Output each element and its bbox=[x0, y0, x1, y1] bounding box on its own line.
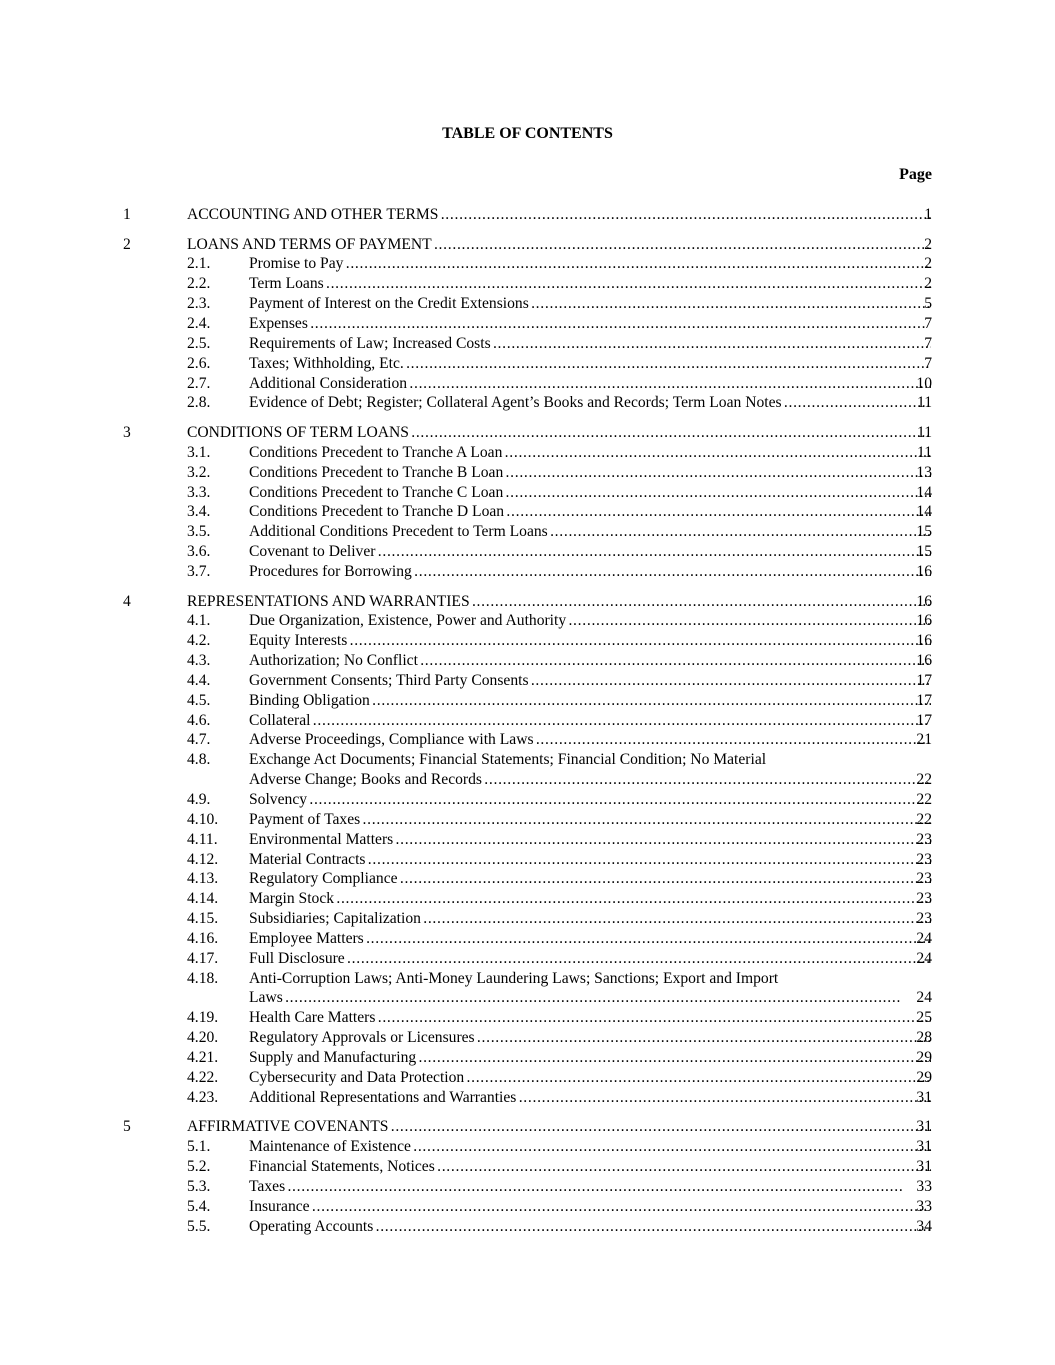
toc-entry-number: 3.6. bbox=[187, 543, 211, 561]
toc-subsection-row[interactable] bbox=[0, 929, 1055, 949]
toc-subsection-row[interactable] bbox=[0, 631, 1055, 651]
toc-entry-page: 16 bbox=[916, 632, 932, 650]
toc-entry-title[interactable]: Health Care Matters . . . bbox=[249, 1008, 931, 1028]
toc-entry-title[interactable]: Taxes; Withholding, Etc. . . . bbox=[249, 354, 931, 374]
toc-entry-number: 4.13. bbox=[187, 870, 219, 888]
toc-entry-page: 2 bbox=[924, 235, 932, 253]
toc-subsection-row[interactable] bbox=[0, 969, 1055, 989]
toc-entry-number: 4.15. bbox=[187, 910, 219, 928]
toc-entry-title[interactable]: Payment of Interest on the Credit Extensions . . . bbox=[249, 294, 931, 314]
toc-entry-title[interactable]: Employee Matters . . . bbox=[249, 929, 931, 949]
toc-subsection-row[interactable] bbox=[0, 711, 1055, 731]
toc-subsection-row[interactable] bbox=[0, 354, 1055, 374]
toc-entry-title[interactable]: Covenant to Deliver . . . bbox=[249, 542, 931, 562]
toc-section-row[interactable] bbox=[0, 205, 1055, 225]
toc-entry-title[interactable]: Subsidiaries; Capitalization . . . bbox=[249, 909, 931, 929]
toc-subsection-row[interactable] bbox=[0, 562, 1055, 582]
toc-subsection-row[interactable] bbox=[0, 869, 1055, 889]
toc-entry-number: 2.3. bbox=[187, 295, 211, 313]
toc-entry-page: 22 bbox=[916, 791, 932, 809]
toc-subsection-row[interactable] bbox=[0, 651, 1055, 671]
toc-entry-title[interactable]: Operating Accounts . . . bbox=[249, 1217, 931, 1237]
toc-entry-page: 11 bbox=[916, 443, 932, 461]
toc-entry-number: 3.7. bbox=[187, 562, 211, 580]
toc-entry-page: 31 bbox=[916, 1088, 932, 1106]
toc-entry-number: 4.10. bbox=[187, 810, 219, 828]
toc-subsection-row[interactable] bbox=[0, 889, 1055, 909]
toc-subsection-row[interactable] bbox=[0, 1048, 1055, 1068]
toc-entry-page: 22 bbox=[916, 810, 932, 828]
toc-entry-page: 22 bbox=[916, 771, 932, 789]
toc-subsection-row[interactable] bbox=[0, 1177, 1055, 1197]
toc-subsection-row[interactable] bbox=[0, 483, 1055, 503]
toc-entry-page: 11 bbox=[916, 424, 932, 442]
toc-entry-title[interactable]: Requirements of Law; Increased Costs . . . bbox=[249, 334, 931, 354]
toc-entry-title[interactable]: Collateral . . . bbox=[249, 711, 931, 731]
toc-subsection-row[interactable] bbox=[0, 611, 1055, 631]
toc-entry-page: 16 bbox=[916, 562, 932, 580]
toc-subsection-row[interactable] bbox=[0, 770, 1055, 790]
toc-entry-page: 7 bbox=[924, 315, 932, 333]
toc-entry-title[interactable]: CONDITIONS OF TERM LOANS . . . bbox=[187, 423, 931, 443]
toc-entry-title[interactable]: Conditions Precedent to Tranche A Loan . . . bbox=[249, 443, 931, 463]
toc-entry-title[interactable]: Exchange Act Documents; Financial Statements; Financial Condition; No Material bbox=[249, 751, 767, 769]
toc-entry-title[interactable]: ACCOUNTING AND OTHER TERMS . . . bbox=[187, 205, 931, 225]
toc-entry-title[interactable]: Additional Conditions Precedent to Term Loans . . . bbox=[249, 522, 931, 542]
toc-entry-page: 5 bbox=[924, 295, 932, 313]
toc-entry-number: 4.23. bbox=[187, 1088, 219, 1106]
toc-entry-title[interactable]: Authorization; No Conflict . . . bbox=[249, 651, 931, 671]
toc-title: TABLE OF CONTENTS bbox=[442, 125, 613, 142]
toc-entry-page: 21 bbox=[916, 731, 932, 749]
toc-entry-number: 4.1. bbox=[187, 612, 211, 630]
toc-subsection-row[interactable] bbox=[0, 463, 1055, 483]
toc-subsection-row[interactable] bbox=[0, 443, 1055, 463]
toc-entry-page: 23 bbox=[916, 870, 932, 888]
toc-entry-number: 3.5. bbox=[187, 523, 211, 541]
toc-subsection-row[interactable] bbox=[0, 334, 1055, 354]
toc-entry-page: 23 bbox=[916, 910, 932, 928]
toc-entry-number: 4.21. bbox=[187, 1048, 219, 1066]
toc-entry-title[interactable]: Additional Consideration . . . bbox=[249, 374, 931, 394]
toc-subsection-row[interactable] bbox=[0, 1137, 1055, 1157]
toc-subsection-row[interactable] bbox=[0, 750, 1055, 770]
toc-entry-title[interactable]: Taxes . . . bbox=[249, 1177, 931, 1197]
toc-entry-number: 4.6. bbox=[187, 711, 211, 729]
toc-entry-title[interactable]: Equity Interests . . . bbox=[249, 631, 931, 651]
toc-subsection-row[interactable] bbox=[0, 294, 1055, 314]
toc-subsection-row[interactable] bbox=[0, 790, 1055, 810]
toc-entry-page: 10 bbox=[916, 374, 932, 392]
toc-entry-number: 4.18. bbox=[187, 969, 219, 987]
toc-subsection-row[interactable] bbox=[0, 909, 1055, 929]
toc-entry-number: 5.1. bbox=[187, 1138, 211, 1156]
toc-entry-number: 3 bbox=[123, 424, 131, 442]
toc-entry-title[interactable]: Procedures for Borrowing . . . bbox=[249, 562, 931, 582]
page-column-header: Page bbox=[899, 166, 932, 183]
toc-entry-title[interactable]: Term Loans . . . bbox=[249, 274, 931, 294]
toc-entry-number: 4.5. bbox=[187, 691, 211, 709]
toc-entry-title[interactable]: Anti-Corruption Laws; Anti-Money Laundering Laws; Sanctions; Export and Import bbox=[249, 969, 779, 987]
toc-entry-number: 5.3. bbox=[187, 1177, 211, 1195]
toc-entry-page: 16 bbox=[916, 612, 932, 630]
toc-entry-page: 2 bbox=[924, 275, 932, 293]
toc-entry-number: 4.11. bbox=[187, 830, 218, 848]
toc-entry-page: 1 bbox=[924, 206, 932, 223]
toc-entry-page: 15 bbox=[916, 523, 932, 541]
toc-entry-title[interactable]: Promise to Pay . . . bbox=[249, 254, 931, 274]
toc-entry-number: 3.2. bbox=[187, 463, 211, 481]
toc-entry-page: 24 bbox=[916, 949, 932, 967]
toc-entry-page: 24 bbox=[916, 989, 932, 1007]
toc-entry-page: 17 bbox=[916, 711, 932, 729]
toc-entry-page: 28 bbox=[916, 1029, 932, 1047]
toc-entry-number: 2.8. bbox=[187, 394, 211, 412]
toc-entry-title[interactable]: Binding Obligation . . . bbox=[249, 691, 931, 711]
toc-entry-title[interactable]: Conditions Precedent to Tranche B Loan . . . bbox=[249, 463, 931, 483]
toc-subsection-row[interactable] bbox=[0, 671, 1055, 691]
toc-entry-number: 4.14. bbox=[187, 890, 219, 908]
toc-entry-number: 4.3. bbox=[187, 652, 211, 670]
toc-entry-title[interactable]: Adverse Change; Books and Records . . . bbox=[249, 770, 931, 790]
toc-entry-page: 11 bbox=[916, 394, 932, 412]
toc-entry-number: 4.2. bbox=[187, 632, 211, 650]
toc-entry-title[interactable]: Margin Stock . . . bbox=[249, 889, 931, 909]
toc-entry-title[interactable]: Cybersecurity and Data Protection . . . bbox=[249, 1068, 931, 1088]
toc-entry-title[interactable]: Regulatory Compliance . . . bbox=[249, 869, 931, 889]
toc-entry-title[interactable]: Financial Statements, Notices . . . bbox=[249, 1157, 931, 1177]
toc-entry-title[interactable]: Government Consents; Third Party Consents . . . bbox=[249, 671, 931, 691]
toc-entry-page: 33 bbox=[916, 1197, 932, 1215]
toc-entry-title[interactable]: Conditions Precedent to Tranche D Loan . . . bbox=[249, 502, 931, 522]
toc-entry-title[interactable]: Due Organization, Existence, Power and Authority . . . bbox=[249, 611, 931, 631]
toc-section-row[interactable] bbox=[0, 1117, 1055, 1137]
toc-subsection-row[interactable] bbox=[0, 988, 1055, 1008]
toc-section-row[interactable] bbox=[0, 235, 1055, 255]
toc-entry-number: 2 bbox=[123, 235, 131, 253]
toc-entry-number: 4.16. bbox=[187, 929, 219, 947]
toc-entry-page: 2 bbox=[924, 255, 932, 273]
toc-entry-number: 1 bbox=[123, 206, 131, 223]
toc-entry-page: 7 bbox=[924, 354, 932, 372]
toc-entry-number: 4.4. bbox=[187, 671, 211, 689]
toc-entry-number: 3.4. bbox=[187, 503, 211, 521]
toc-subsection-row[interactable] bbox=[0, 254, 1055, 274]
toc-entry-number: 4.17. bbox=[187, 949, 219, 967]
toc-entry-page: 23 bbox=[916, 830, 932, 848]
toc-entry-title[interactable]: REPRESENTATIONS AND WARRANTIES . . . bbox=[187, 592, 931, 612]
toc-entry-page: 29 bbox=[916, 1048, 932, 1066]
toc-entry-page: 23 bbox=[916, 850, 932, 868]
toc-list bbox=[0, 205, 1055, 1236]
toc-entry-title[interactable]: Additional Representations and Warranties . . . bbox=[249, 1088, 931, 1108]
toc-entry-title[interactable]: Payment of Taxes . . . bbox=[249, 810, 931, 830]
toc-entry-title[interactable]: Adverse Proceedings, Compliance with Laws . . . bbox=[249, 730, 931, 750]
toc-entry-number: 2.6. bbox=[187, 354, 211, 372]
toc-subsection-row[interactable] bbox=[0, 502, 1055, 522]
toc-entry-title[interactable]: Environmental Matters . . . bbox=[249, 830, 931, 850]
toc-entry-number: 4.19. bbox=[187, 1009, 219, 1027]
toc-entry-title[interactable]: Insurance . . . bbox=[249, 1197, 931, 1217]
toc-entry-title[interactable]: Conditions Precedent to Tranche C Loan . . . bbox=[249, 483, 931, 503]
toc-entry-title[interactable]: Maintenance of Existence . . . bbox=[249, 1137, 931, 1157]
toc-entry-page: 15 bbox=[916, 543, 932, 561]
toc-subsection-row[interactable] bbox=[0, 1028, 1055, 1048]
toc-entry-title[interactable]: Solvency . . . bbox=[249, 790, 931, 810]
toc-entry-number: 3.1. bbox=[187, 443, 211, 461]
toc-entry-page: 31 bbox=[916, 1118, 932, 1136]
toc-subsection-row[interactable] bbox=[0, 274, 1055, 294]
toc-entry-page: 16 bbox=[916, 652, 932, 670]
toc-entry-number: 4.8. bbox=[187, 751, 211, 769]
toc-section-row[interactable] bbox=[0, 592, 1055, 612]
toc-entry-number: 4.22. bbox=[187, 1068, 219, 1086]
toc-subsection-row[interactable] bbox=[0, 810, 1055, 830]
toc-entry-title[interactable]: Regulatory Approvals or Licensures . . . bbox=[249, 1028, 931, 1048]
toc-entry-page: 31 bbox=[916, 1158, 932, 1175]
toc-entry-number: 2.7. bbox=[187, 374, 211, 392]
toc-subsection-row[interactable] bbox=[0, 542, 1055, 562]
toc-entry-page: 7 bbox=[924, 334, 932, 352]
toc-entry-title[interactable]: Full Disclosure . . . bbox=[249, 949, 931, 969]
toc-entry-number: 5.2. bbox=[187, 1158, 211, 1175]
toc-subsection-row[interactable] bbox=[0, 393, 1055, 413]
toc-entry-title[interactable]: AFFIRMATIVE COVENANTS . . . bbox=[187, 1117, 931, 1137]
toc-entry-title[interactable]: Laws . . . bbox=[249, 988, 931, 1008]
toc-entry-number: 5 bbox=[123, 1118, 131, 1136]
toc-entry-number: 2.1. bbox=[187, 255, 211, 273]
toc-entry-number: 4.9. bbox=[187, 791, 211, 809]
toc-subsection-row[interactable] bbox=[0, 1217, 1055, 1237]
toc-entry-number: 4.20. bbox=[187, 1029, 219, 1047]
toc-entry-number: 4.12. bbox=[187, 850, 219, 868]
toc-entry-number: 4 bbox=[123, 592, 131, 610]
toc-entry-page: 23 bbox=[916, 890, 932, 908]
toc-entry-page: 17 bbox=[916, 691, 932, 709]
toc-entry-page: 34 bbox=[916, 1217, 932, 1235]
toc-subsection-row[interactable] bbox=[0, 1008, 1055, 1028]
toc-subsection-row[interactable] bbox=[0, 522, 1055, 542]
toc-subsection-row[interactable] bbox=[0, 374, 1055, 394]
toc-entry-page: 14 bbox=[916, 483, 932, 501]
toc-entry-number: 2.2. bbox=[187, 275, 211, 293]
toc-entry-page: 24 bbox=[916, 929, 932, 947]
toc-entry-number: 2.5. bbox=[187, 334, 211, 352]
toc-subsection-row[interactable] bbox=[0, 314, 1055, 334]
toc-entry-number: 4.7. bbox=[187, 731, 211, 749]
toc-entry-number: 5.4. bbox=[187, 1197, 211, 1215]
toc-subsection-row[interactable] bbox=[0, 1157, 1055, 1177]
toc-subsection-row[interactable] bbox=[0, 949, 1055, 969]
toc-entry-title[interactable]: Supply and Manufacturing . . . bbox=[249, 1048, 931, 1068]
toc-entry-page: 29 bbox=[916, 1068, 932, 1086]
toc-entry-title[interactable]: Material Contracts . . . bbox=[249, 850, 931, 870]
toc-entry-page: 17 bbox=[916, 671, 932, 689]
toc-subsection-row[interactable] bbox=[0, 1068, 1055, 1088]
toc-entry-title[interactable]: LOANS AND TERMS OF PAYMENT . . . bbox=[187, 235, 931, 255]
toc-entry-page: 25 bbox=[916, 1009, 932, 1027]
toc-entry-number: 5.5. bbox=[187, 1217, 211, 1235]
toc-subsection-row[interactable] bbox=[0, 691, 1055, 711]
toc-subsection-row[interactable] bbox=[0, 1088, 1055, 1108]
toc-entry-number: 3.3. bbox=[187, 483, 211, 501]
toc-entry-page: 33 bbox=[916, 1177, 932, 1195]
toc-subsection-row[interactable] bbox=[0, 830, 1055, 850]
toc-entry-title[interactable]: Evidence of Debt; Register; Collateral Agent’s Books and Records; Term Loan Notes . . . bbox=[249, 393, 931, 413]
toc-entry-page: 31 bbox=[916, 1138, 932, 1156]
toc-subsection-row[interactable] bbox=[0, 850, 1055, 870]
toc-entry-page: 14 bbox=[916, 503, 932, 521]
toc-entry-page: 16 bbox=[916, 592, 932, 610]
toc-entry-number: 2.4. bbox=[187, 315, 211, 333]
toc-section-row[interactable] bbox=[0, 423, 1055, 443]
toc-entry-page: 13 bbox=[916, 463, 932, 481]
toc-subsection-row[interactable] bbox=[0, 730, 1055, 750]
toc-entry-title[interactable]: Expenses . . . bbox=[249, 314, 931, 334]
toc-subsection-row[interactable] bbox=[0, 1197, 1055, 1217]
